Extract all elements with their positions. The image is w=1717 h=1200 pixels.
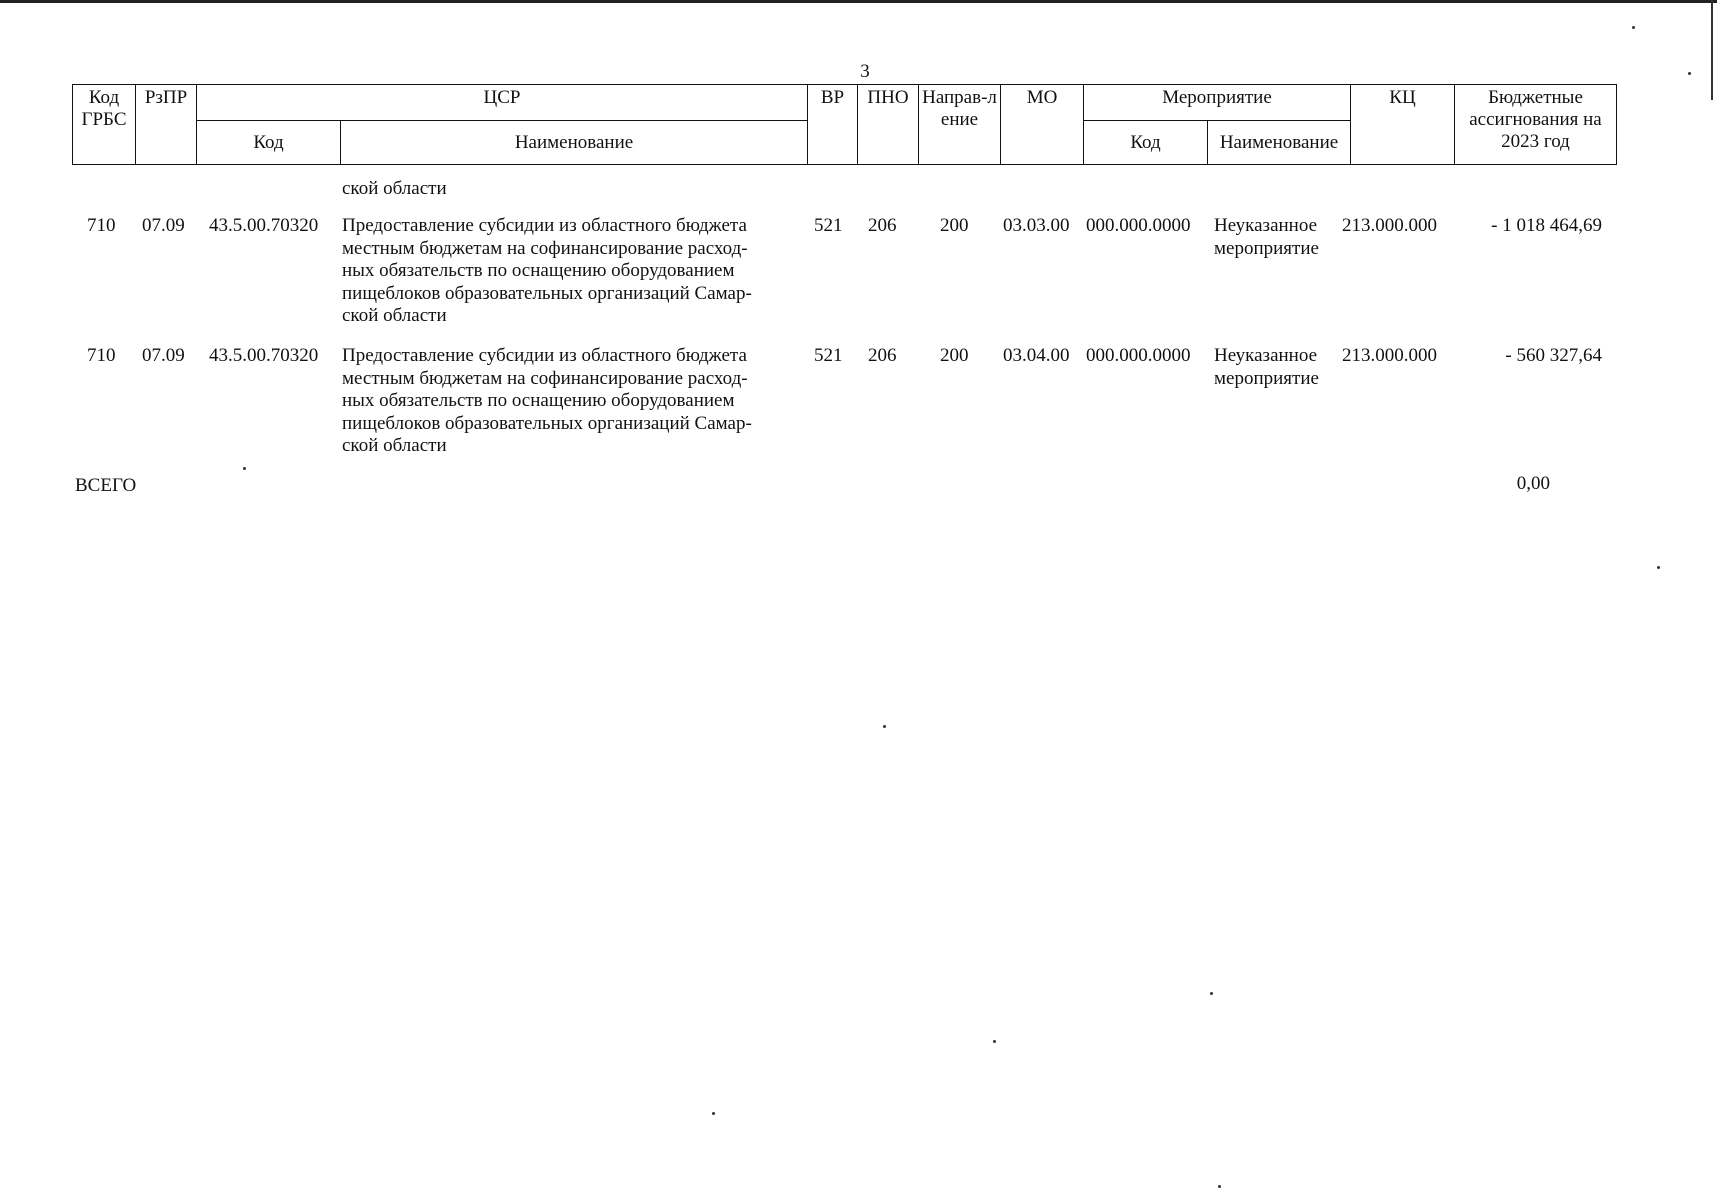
name-line: пищеблоков образовательных организаций Самар- [342, 282, 752, 304]
header-kc: КЦ [1351, 85, 1455, 165]
cell-vr: 521 [814, 345, 843, 366]
header-kod-grbs: Код ГРБС [73, 85, 136, 165]
cell-rzpr: 07.09 [142, 215, 185, 236]
mer-name-line: мероприятие [1214, 367, 1319, 389]
cell-grbs: 710 [87, 215, 116, 236]
scan-speck [712, 1112, 715, 1115]
name-line: местным бюджетам на софинансирование расход- [342, 367, 748, 389]
header-budget: Бюджетные ассигнования на 2023 год [1455, 85, 1617, 165]
name-line: Предоставление субсидии из областного бюджета [342, 215, 747, 236]
name-line: местным бюджетам на софинансирование расход- [342, 237, 748, 259]
header-csr-kod: Код [197, 121, 341, 165]
cell-mer-name [1214, 345, 1319, 390]
cell-csr-code: 43.5.00.70320 [209, 215, 319, 236]
cell-rzpr: 07.09 [142, 345, 185, 366]
page-number: 3 [860, 61, 870, 82]
header-vr: ВР [808, 85, 858, 165]
header-meropriyatie: Мероприятие [1084, 85, 1351, 121]
cell-pno: 206 [868, 215, 897, 236]
scan-speck [1657, 566, 1660, 569]
scan-speck [883, 725, 886, 728]
cell-kc: 213.000.000 [1342, 215, 1437, 236]
continuation-text: ской области [342, 178, 447, 199]
cell-mo: 03.03.00 [1003, 215, 1070, 236]
scan-speck [1218, 1185, 1221, 1188]
cell-amount: - 1 018 464,69 [1491, 215, 1602, 236]
header-csr: ЦСР [197, 85, 808, 121]
header-mo: МО [1001, 85, 1084, 165]
cell-mo: 03.04.00 [1003, 345, 1070, 366]
cell-napr: 200 [940, 345, 969, 366]
cell-kc: 213.000.000 [1342, 345, 1437, 366]
cell-amount: - 560 327,64 [1505, 345, 1602, 366]
name-line: пищеблоков образовательных организаций Самар- [342, 412, 752, 434]
header-csr-name: Наименование [341, 121, 808, 165]
cell-mer-code: 000.000.0000 [1086, 345, 1191, 366]
header-mer-name: Наименование [1208, 121, 1351, 165]
header-mer-kod: Код [1084, 121, 1208, 165]
cell-mer-name [1214, 215, 1319, 260]
cell-napr: 200 [940, 215, 969, 236]
scan-speck [993, 1040, 996, 1043]
mer-name-line: мероприятие [1214, 237, 1319, 259]
scan-speck [1688, 72, 1691, 75]
header-pno: ПНО [858, 85, 919, 165]
scan-speck [243, 467, 246, 470]
cell-grbs: 710 [87, 345, 116, 366]
table-header [72, 84, 1617, 165]
name-line: ных обязательств по оснащению оборудованием [342, 260, 735, 281]
cell-vr: 521 [814, 215, 843, 236]
name-line: Предоставление субсидии из областного бюджета [342, 345, 747, 366]
name-line: ных обязательств по оснащению оборудованием [342, 390, 735, 411]
page-right-edge [1711, 0, 1713, 100]
cell-csr-name [342, 215, 872, 328]
name-line: ской области [342, 305, 447, 326]
total-value: 0,00 [1516, 473, 1550, 494]
scan-speck [1632, 26, 1635, 29]
scan-speck [1210, 992, 1213, 995]
total-label: ВСЕГО [75, 475, 137, 496]
header-rzpr: РзПР [136, 85, 197, 165]
cell-pno: 206 [868, 345, 897, 366]
cell-mer-code: 000.000.0000 [1086, 215, 1191, 236]
mer-name-line: Неуказанное [1214, 215, 1317, 236]
page-top-edge [0, 0, 1717, 3]
mer-name-line: Неуказанное [1214, 345, 1317, 366]
name-line: ской области [342, 435, 447, 456]
header-napravlenie: Направ-ление [919, 85, 1001, 165]
cell-csr-name [342, 345, 872, 458]
cell-csr-code: 43.5.00.70320 [209, 345, 319, 366]
